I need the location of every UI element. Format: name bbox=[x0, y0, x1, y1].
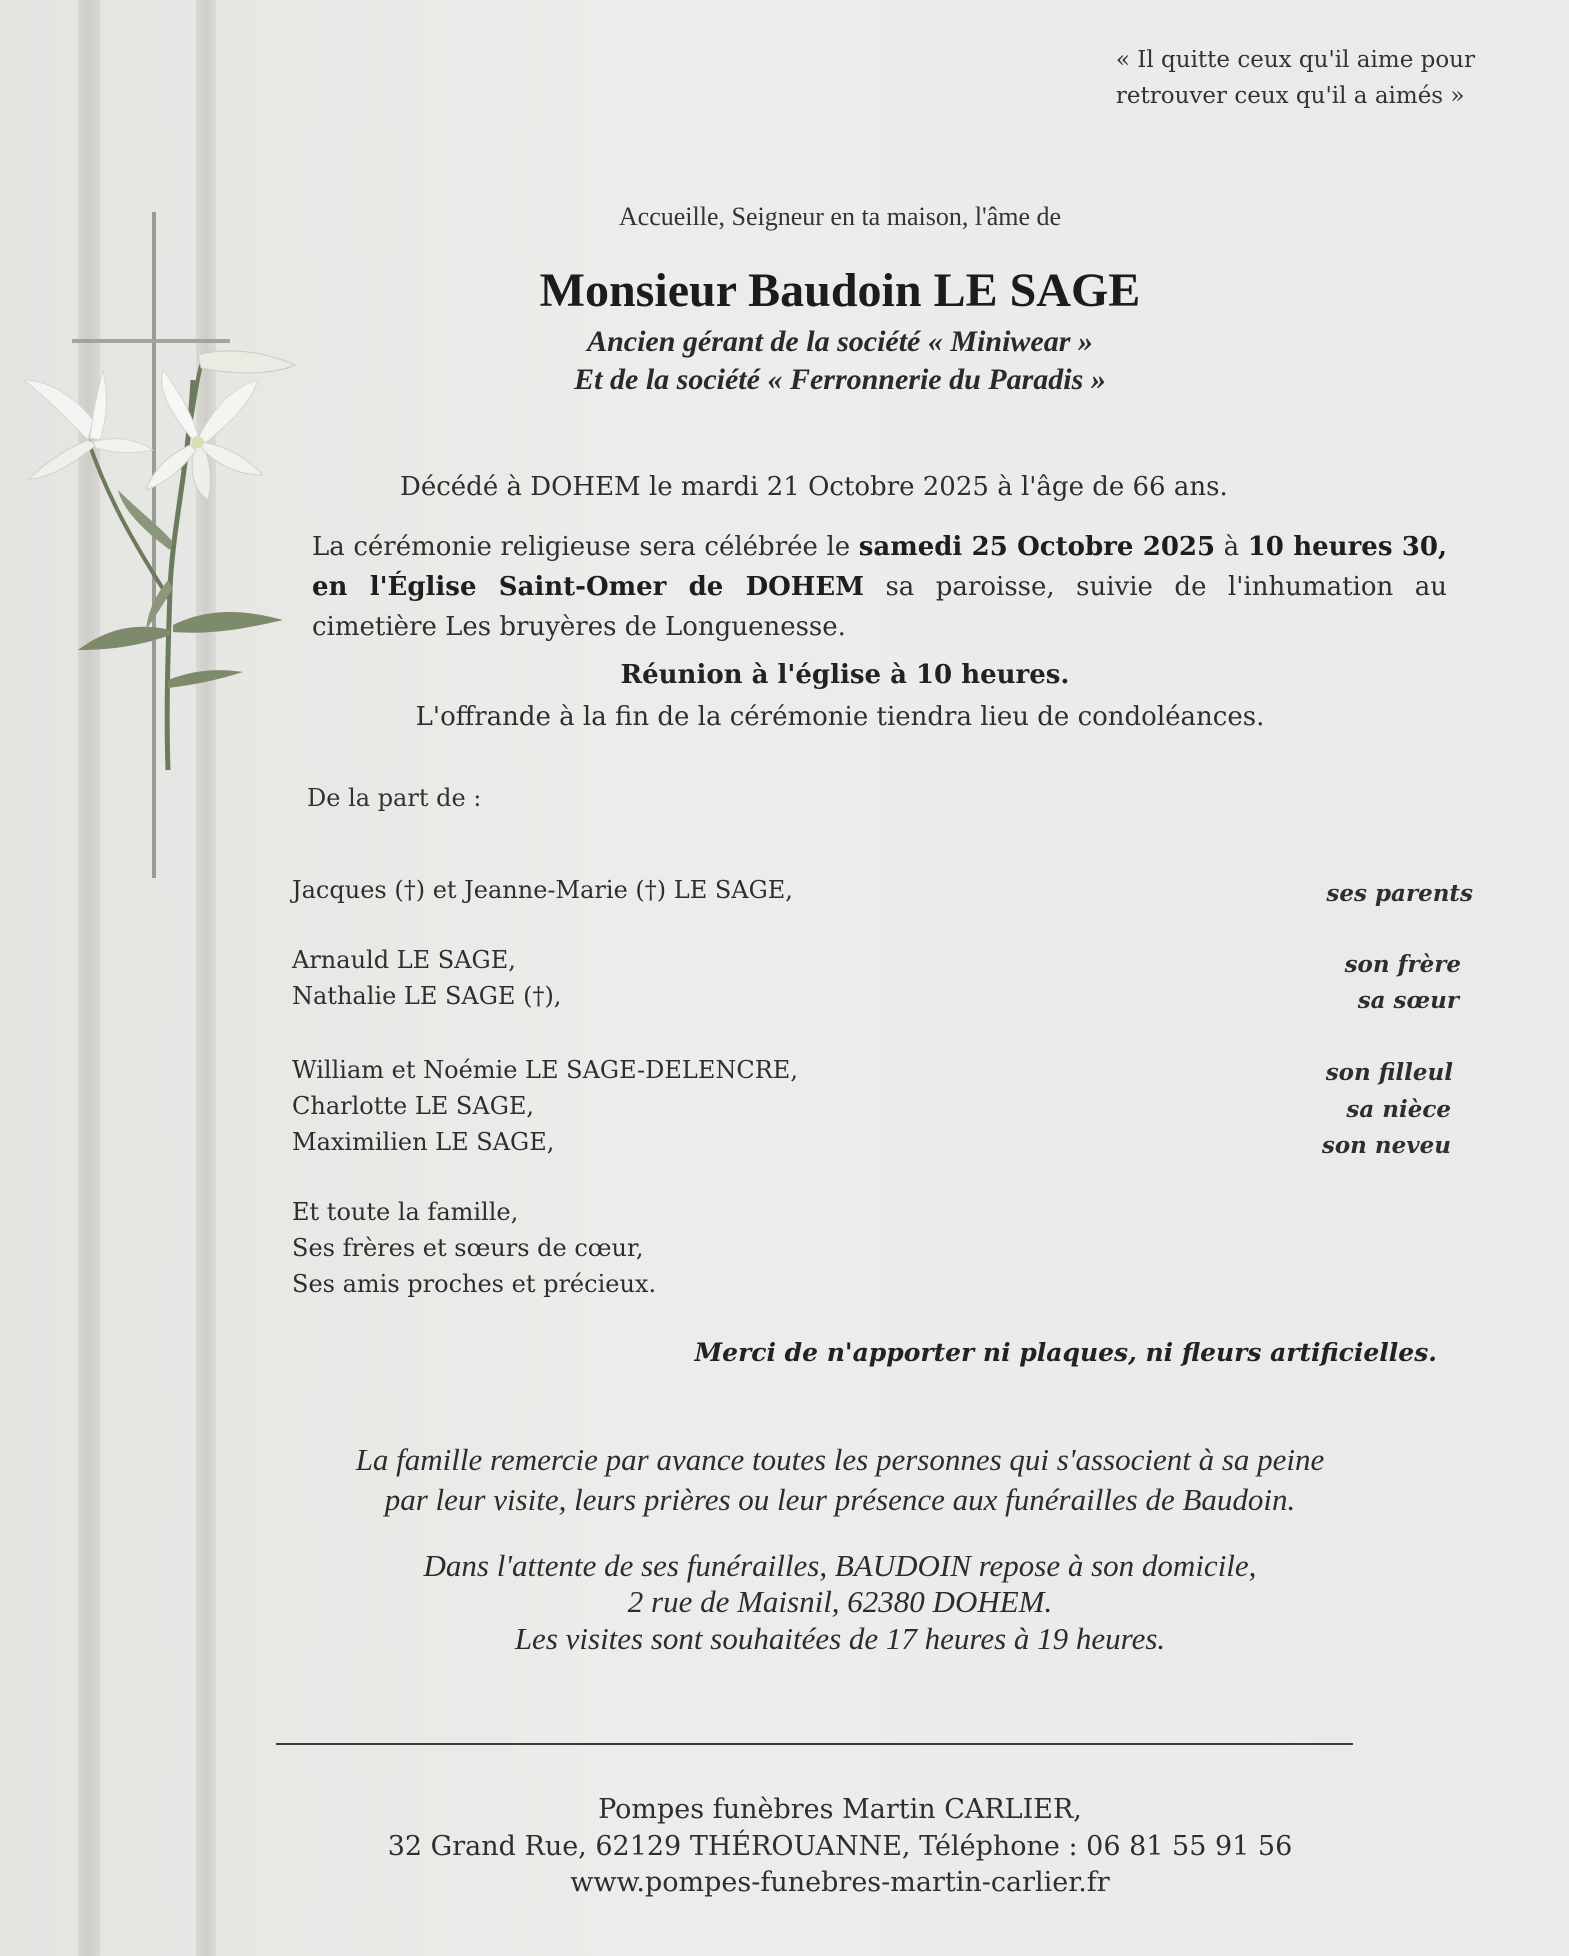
role-line-2: Et de la société « Ferronnerie du Paradis » bbox=[574, 363, 1106, 396]
funeral-home-website[interactable]: www.pompes-funebres-martin-carlier.fr bbox=[570, 1867, 1110, 1898]
family-member: Arnauld LE SAGE, bbox=[292, 946, 516, 974]
deceased-name: Monsieur Baudoin LE SAGE bbox=[539, 264, 1141, 317]
no-flowers-note: Merci de n'apporter ni plaques, ni fleurs artificielles. bbox=[694, 1338, 1437, 1367]
extended-family: Et toute la famille, bbox=[292, 1198, 519, 1226]
family-member: Nathalie LE SAGE (†), bbox=[292, 982, 562, 1010]
ceremony-text-2: à bbox=[1215, 532, 1248, 562]
family-member: William et Noémie LE SAGE-DELENCRE, bbox=[292, 1056, 798, 1084]
ceremony-paragraph bbox=[312, 527, 1447, 647]
family-relation: son neveu bbox=[1321, 1132, 1451, 1159]
thanks-line-2: par leur visite, leurs prières ou leur présence aux funérailles de Baudoin. bbox=[384, 1482, 1296, 1517]
rest-line-1: Dans l'attente de ses funérailles, BAUDOIN repose à son domicile, bbox=[423, 1548, 1257, 1583]
family-relation: ses parents bbox=[1326, 880, 1473, 907]
ceremony-date: samedi 25 Octobre 2025 bbox=[858, 532, 1216, 562]
intro-text: Accueille, Seigneur en ta maison, l'âme de bbox=[618, 202, 1062, 231]
family-member: Jacques (†) et Jeanne-Marie (†) LE SAGE, bbox=[292, 876, 793, 904]
quote-line-1: « Il quitte ceux qu'il aime pour bbox=[1115, 47, 1475, 73]
offering-note: L'offrande à la fin de la cérémonie tiendra lieu de condoléances. bbox=[415, 702, 1265, 732]
divider bbox=[276, 1743, 1353, 1745]
family-relation: son frère bbox=[1344, 951, 1461, 978]
ceremony-time: 10 heures 30, bbox=[1247, 532, 1448, 562]
quote-line-2: retrouver ceux qu'il a aimés » bbox=[1115, 83, 1465, 109]
extended-family: Ses frères et sœurs de cœur, bbox=[292, 1234, 644, 1262]
ceremony-text-1: La cérémonie religieuse sera célébrée le bbox=[312, 532, 859, 562]
family-relation: sa nièce bbox=[1346, 1096, 1451, 1123]
ceremony-place: en l'Église Saint-Omer de DOHEM bbox=[312, 572, 864, 602]
extended-family: Ses amis proches et précieux. bbox=[292, 1270, 657, 1298]
thanks-line-1: La famille remercie par avance toutes les personnes qui s'associent à sa peine bbox=[355, 1442, 1325, 1477]
death-statement: Décédé à DOHEM le mardi 21 Octobre 2025 à l'âge de 66 ans. bbox=[400, 472, 1228, 502]
funeral-home-name: Pompes funèbres Martin CARLIER, bbox=[598, 1794, 1082, 1825]
on-behalf-of: De la part de : bbox=[307, 784, 482, 812]
family-member: Charlotte LE SAGE, bbox=[292, 1092, 535, 1120]
meeting-time: Réunion à l'église à 10 heures. bbox=[620, 660, 1070, 690]
family-relation: son filleul bbox=[1325, 1059, 1453, 1086]
ceremony-text-3: sa paroisse, suivie de l'inhumation au cimetière Les bruyères de Longuenesse. bbox=[312, 572, 1447, 642]
visiting-hours: Les visites sont souhaitées de 17 heures à 19 heures. bbox=[514, 1621, 1166, 1656]
role-line-1: Ancien gérant de la société « Miniwear » bbox=[587, 325, 1093, 358]
funeral-home-address: 32 Grand Rue, 62129 THÉROUANNE, Téléphone : 06 81 55 91 56 bbox=[387, 1831, 1293, 1862]
family-relation: sa sœur bbox=[1357, 987, 1459, 1014]
family-member: Maximilien LE SAGE, bbox=[292, 1128, 555, 1156]
quote bbox=[1116, 42, 1475, 114]
rest-address: 2 rue de Maisnil, 62380 DOHEM. bbox=[627, 1584, 1053, 1619]
